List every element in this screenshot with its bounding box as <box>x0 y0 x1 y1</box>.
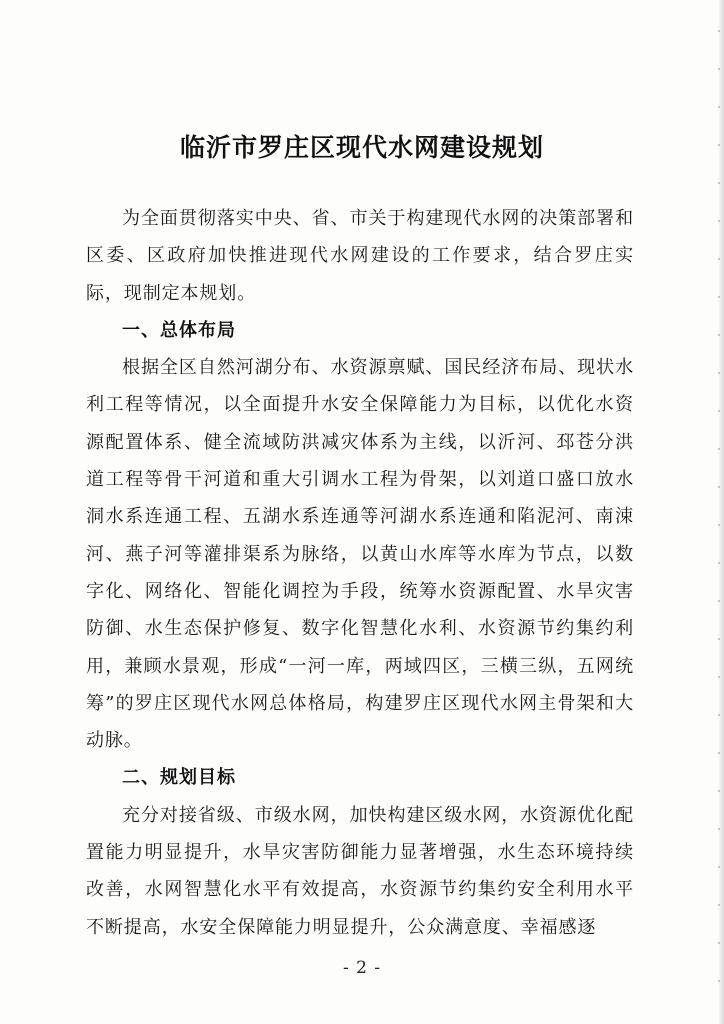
section-heading-goals: 二、规划目标 <box>122 767 236 789</box>
scan-edge-marks <box>718 30 720 990</box>
document-body <box>86 200 634 946</box>
section-paragraph-goals: 充分对接省级、市级水网，加快构建区级水网，水资源优化配置能力明显提升，水旱灾害防御能力显著增强，水生态环境持续改善，水网智慧化水平有效提高，水资源节约集约安全利用水平不断提高，水安全保障能力明显提升，公众满意度、幸福感逐 <box>86 804 634 938</box>
page-number: - 2 - <box>342 958 382 978</box>
section-paragraph-layout: 根据全区自然河湖分布、水资源禀赋、国民经济布局、现状水利工程等情况，以全面提升水安全保障能力为目标，以优化水资源配置体系、健全流域防洪减灾体系为主线，以沂河、邳苍分洪道工程等骨干河道和重大引调水工程为骨架，以刘道口盛口放水洞水系连通工程、五湖水系连通等河湖水系连通和陷泥河、南涑河、燕子河等灌排渠系为脉络，以黄山水库等水库为节点，以数字化、网络化、智能化调控为手段，统筹水资源配置、水旱灾害防御、水生态保护修复、数字化智慧化水利、水资源节约集约利用，兼顾水景观，形成“一河一库，两域四区，三横三纵，五网统筹”的罗庄区现代水网总体格局，构建罗庄区现代水网主骨架和大动脉。 <box>86 357 634 752</box>
document-title: 临沂市罗庄区现代水网建设规划 <box>179 133 544 162</box>
intro-paragraph: 为全面贯彻落实中央、省、市关于构建现代水网的决策部署和区委、区政府加快推进现代水网建设的工作要求，结合罗庄实际，现制定本规划。 <box>86 208 634 304</box>
section-heading-layout: 一、总体布局 <box>122 319 236 341</box>
